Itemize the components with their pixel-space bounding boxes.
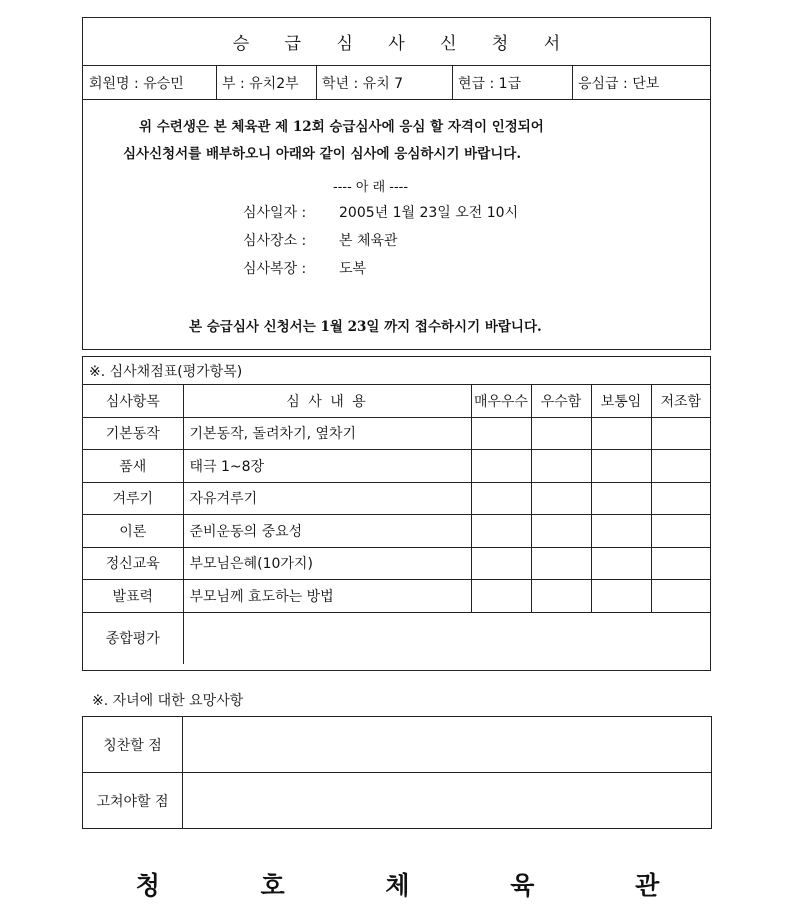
- exam-date-value: 2005년 1월 23일 오전 10시: [339, 205, 519, 221]
- grade-cell[interactable]: [651, 515, 710, 548]
- grade-cell[interactable]: [471, 450, 531, 483]
- form-title: 승 급 심 사 신 청 서: [83, 18, 710, 66]
- row-content: 부모님께 효도하는 방법: [183, 580, 471, 613]
- deadline-note: 본 승급심사 신청서는 1월 23일 까지 접수하시기 바랍니다.: [189, 319, 542, 335]
- intro-line-1: 위 수련생은 본 체육관 제 12회 승급심사에 응심 할 자격이 인정되어: [139, 119, 544, 135]
- grade-cell[interactable]: [531, 417, 591, 450]
- score-table-header: [83, 385, 710, 418]
- row-content: 자유겨루기: [183, 482, 471, 515]
- grade-cell[interactable]: [471, 547, 531, 580]
- praise-label: 칭찬할 점: [83, 717, 183, 773]
- row-item: 발표력: [83, 580, 183, 613]
- exam-place-label: 심사장소 :: [243, 233, 307, 249]
- header-average: 보통임: [591, 385, 651, 418]
- grade-cell[interactable]: [471, 580, 531, 613]
- grade-cell[interactable]: [651, 450, 710, 483]
- grade-cell[interactable]: [591, 547, 651, 580]
- header-good: 우수함: [531, 385, 591, 418]
- grade-cell[interactable]: [651, 417, 710, 450]
- header-excellent: 매우우수: [471, 385, 531, 418]
- grade-cell[interactable]: [591, 417, 651, 450]
- exam-attire-label: 심사복장 :: [243, 261, 307, 277]
- exam-attire-value: 도복: [339, 261, 367, 277]
- row-item: 겨루기: [83, 482, 183, 515]
- fix-field[interactable]: [183, 773, 712, 829]
- grade-cell[interactable]: [591, 580, 651, 613]
- overall-label: 종합평가: [83, 612, 183, 664]
- row-item: 정신교육: [83, 547, 183, 580]
- header-item: 심사항목: [83, 385, 183, 418]
- grade-cell[interactable]: [531, 482, 591, 515]
- row-item: 기본동작: [83, 417, 183, 450]
- fix-label: 고쳐야할 점: [83, 773, 183, 829]
- table-row: [83, 580, 710, 613]
- table-row: [83, 450, 710, 483]
- grade-cell[interactable]: [651, 547, 710, 580]
- grade-cell[interactable]: [471, 482, 531, 515]
- grade-cell[interactable]: [531, 450, 591, 483]
- table-row: [83, 547, 710, 580]
- praise-row: [83, 717, 712, 773]
- intro-line-2: 심사신청서를 배부하오니 아래와 같이 심사에 응심하시기 바랍니다.: [123, 146, 522, 162]
- row-item: 품새: [83, 450, 183, 483]
- grade-cell[interactable]: [531, 515, 591, 548]
- grade-cell[interactable]: [591, 450, 651, 483]
- score-table-section: [82, 356, 711, 671]
- current-rank: 현급 : 1급: [458, 75, 522, 92]
- grade-cell[interactable]: [531, 580, 591, 613]
- table-row: [83, 515, 710, 548]
- apply-rank: 응심급 : 단보: [578, 75, 660, 92]
- row-content: 태극 1~8장: [183, 450, 471, 483]
- row-content: 기본동작, 돌려차기, 옆차기: [183, 417, 471, 450]
- grade-cell[interactable]: [531, 547, 591, 580]
- exam-date-label: 심사일자 :: [243, 205, 307, 221]
- wishes-table: [82, 716, 712, 829]
- praise-field[interactable]: [183, 717, 712, 773]
- grade-cell[interactable]: [591, 515, 651, 548]
- application-form: [82, 17, 711, 350]
- row-content: 준비운동의 중요성: [183, 515, 471, 548]
- exam-place-value: 본 체육관: [339, 233, 398, 249]
- gym-name: 청 호 체 육 관: [135, 871, 706, 900]
- header-content: 심 사 내 용: [183, 385, 471, 418]
- fix-row: [83, 773, 712, 829]
- score-table-caption: ※. 심사채점표(평가항목): [89, 364, 243, 380]
- grade-cell[interactable]: [591, 482, 651, 515]
- row-content: 부모님은혜(10가지): [183, 547, 471, 580]
- header-poor: 저조함: [651, 385, 710, 418]
- member-name: 회원명 : 유승민: [89, 75, 184, 92]
- grade-cell[interactable]: [471, 417, 531, 450]
- member-division: 부 : 유치2부: [222, 75, 299, 92]
- grade-cell[interactable]: [651, 580, 710, 613]
- overall-field[interactable]: [183, 612, 710, 664]
- member-info-row: [83, 66, 710, 100]
- grade-cell[interactable]: [471, 515, 531, 548]
- member-grade-year: 학년 : 유치 7: [322, 75, 404, 92]
- table-row: [83, 482, 710, 515]
- grade-cell[interactable]: [651, 482, 710, 515]
- row-item: 이론: [83, 515, 183, 548]
- table-row: [83, 417, 710, 450]
- wishes-caption: ※. 자녀에 대한 요망사항: [92, 693, 244, 709]
- below-heading: ---- 아 래 ----: [333, 180, 409, 195]
- overall-row: [83, 612, 710, 664]
- score-table: [83, 384, 710, 664]
